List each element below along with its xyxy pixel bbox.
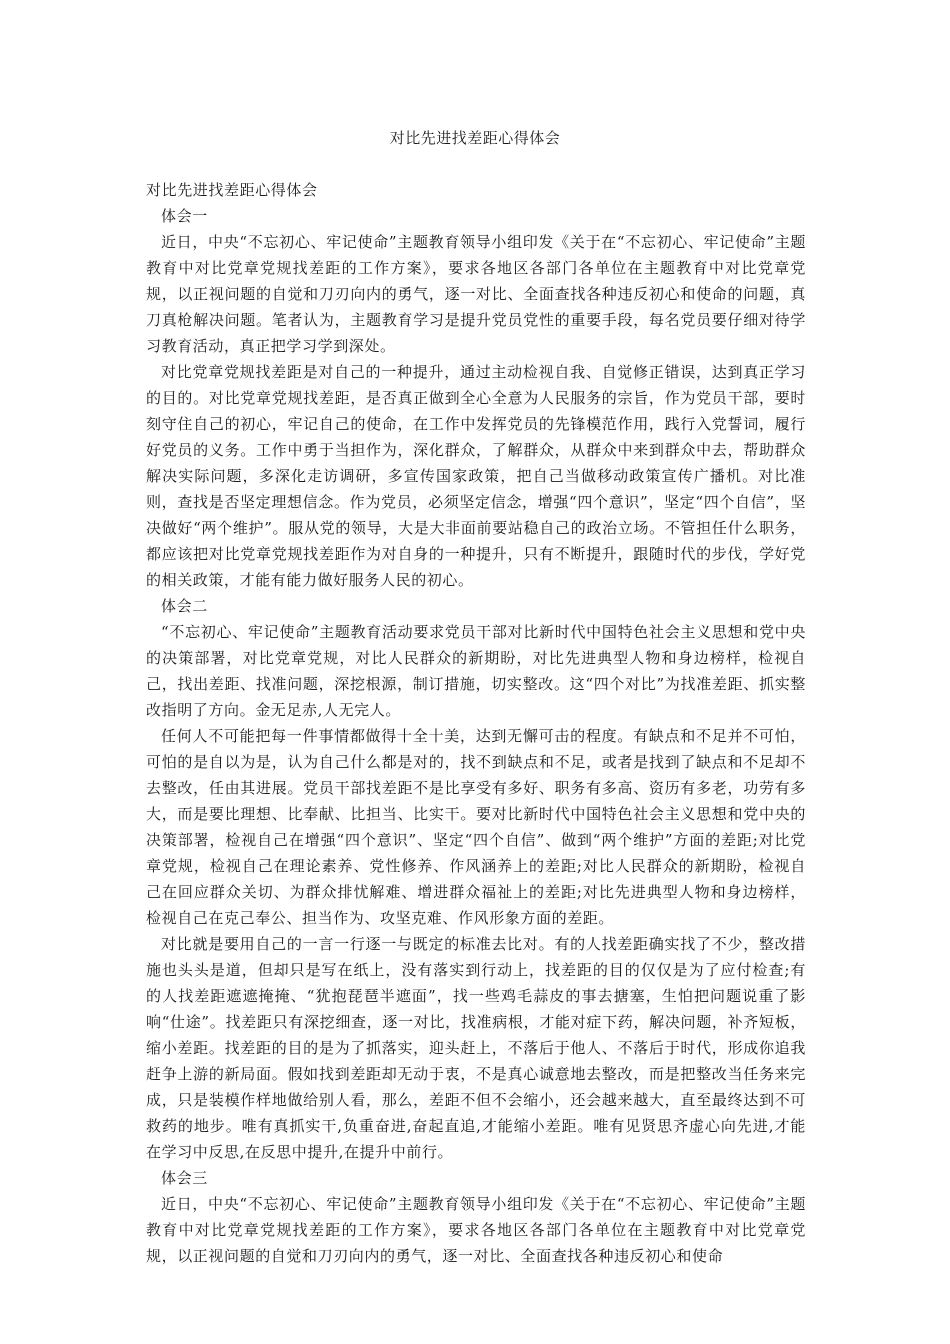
document-title: 对比先进找差距心得体会 [389,129,561,147]
section-heading-3: 体会三 [161,1169,208,1187]
document-subtitle: 对比先进找差距心得体会 [146,181,318,199]
paragraph: “不忘初心、牢记使命”主题教育活动要求党员干部对比新时代中国特色社会主义思想和党中央的决策部署，对比党章党规，对比人民群众的新期盼，对比先进典型人物和身边榜样，检视自己，找出差距、找准问题，深挖根源，制订措施，切实整改。这“四个对比”为找准差距、抓实整改指明了方向。金无足赤,人无完人。 [146,623,806,719]
paragraph: 对比就是要用自己的一言一行逐一与既定的标准去比对。有的人找差距确实找了不少，整改措施也头头是道，但却只是写在纸上，没有落实到行动上，找差距的目的仅仅是为了应付检查;有的人找差距遮遮掩掩、“犹抱琵琶半遮面”，找一些鸡毛蒜皮的事去搪塞，生怕把问题说重了影响“仕途”。找差距只有深挖细查，逐一对比，找准病根，才能对症下药，解决问题，补齐短板，缩小差距。找差距的目的是为了抓落实，迎头赶上，不落后于他人、不落后于时代，形成你追我赶争上游的新局面。假如找到差距却无动于衷，不是真心诚意地去整改，而是把整改当任务来完成，只是装模作样地做给别人看，那么，差距不但不会缩小，还会越来越大，直至最终达到不可救药的地步。唯有真抓实干,负重奋进,奋起直追,才能缩小差距。唯有见贤思齐虚心向先进,才能在学习中反思,在反思中提升,在提升中前行。 [146,935,806,1161]
section-heading-2: 体会二 [161,597,208,615]
section-heading-1: 体会一 [161,207,208,225]
paragraph: 对比党章党规找差距是对自己的一种提升，通过主动检视自我、自觉修正错误，达到真正学习的目的。对比党章党规找差距，是否真正做到全心全意为人民服务的宗旨，作为党员干部，要时刻守住自己的初心，牢记自己的使命，在工作中发挥党员的先锋模范作用，践行入党誓词，履行好党员的义务。工作中勇于当担作为，深化群众，了解群众，从群众中来到群众中去，帮助群众解决实际问题，多深化走访调研，多宣传国家政策，把自己当做移动政策宣传广播机。对比准则，查找是否坚定理想信念。作为党员，必须坚定信念，增强“四个意识”，坚定“四个自信”，坚决做好“两个维护”。服从党的领导，大是大非面前要站稳自己的政治立场。不管担任什么职务，都应该把对比党章党规找差距作为对自身的一种提升，只有不断提升，跟随时代的步伐，学好党的相关政策，才能有能力做好服务人民的初心。 [146,363,806,589]
paragraph: 任何人不可能把每一件事情都做得十全十美，达到无懈可击的程度。有缺点和不足并不可怕，可怕的是自以为是，认为自己什么都是对的，找不到缺点和不足，或者是找到了缺点和不足却不去整改，任由其进展。党员干部找差距不是比享受有多好、职务有多高、资历有多老，功劳有多大，而是要比理想、比奉献、比担当、比实干。要对比新时代中国特色社会主义思想和党中央的决策部署，检视自己在增强“四个意识”、坚定“四个自信”、做到“两个维护”方面的差距;对比党章党规，检视自己在理论素养、党性修养、作风涵养上的差距;对比人民群众的新期盼，检视自己在回应群众关切、为群众排忧解难、增进群众福祉上的差距;对比先进典型人物和身边榜样，检视自己在克己奉公、担当作为、攻坚克难、作风形象方面的差距。 [146,727,806,927]
paragraph: 近日，中央“不忘初心、牢记使命”主题教育领导小组印发《关于在“不忘初心、牢记使命”主题教育中对比党章党规找差距的工作方案》，要求各地区各部门各单位在主题教育中对比党章党规，以正视问题的自觉和刀刃向内的勇气，逐一对比、全面查找各种违反初心和使命的问题，真刀真枪解决问题。笔者认为，主题教育学习是提升党员党性的重要手段，每名党员要仔细对待学习教育活动，真正把学习学到深处。 [146,233,806,355]
document-body [146,177,806,1269]
paragraph: 近日，中央“不忘初心、牢记使命”主题教育领导小组印发《关于在“不忘初心、牢记使命”主题教育中对比党章党规找差距的工作方案》，要求各地区各部门各单位在主题教育中对比党章党规，以正视问题的自觉和刀刃向内的勇气，逐一对比、全面查找各种违反初心和使命 [146,1195,806,1265]
